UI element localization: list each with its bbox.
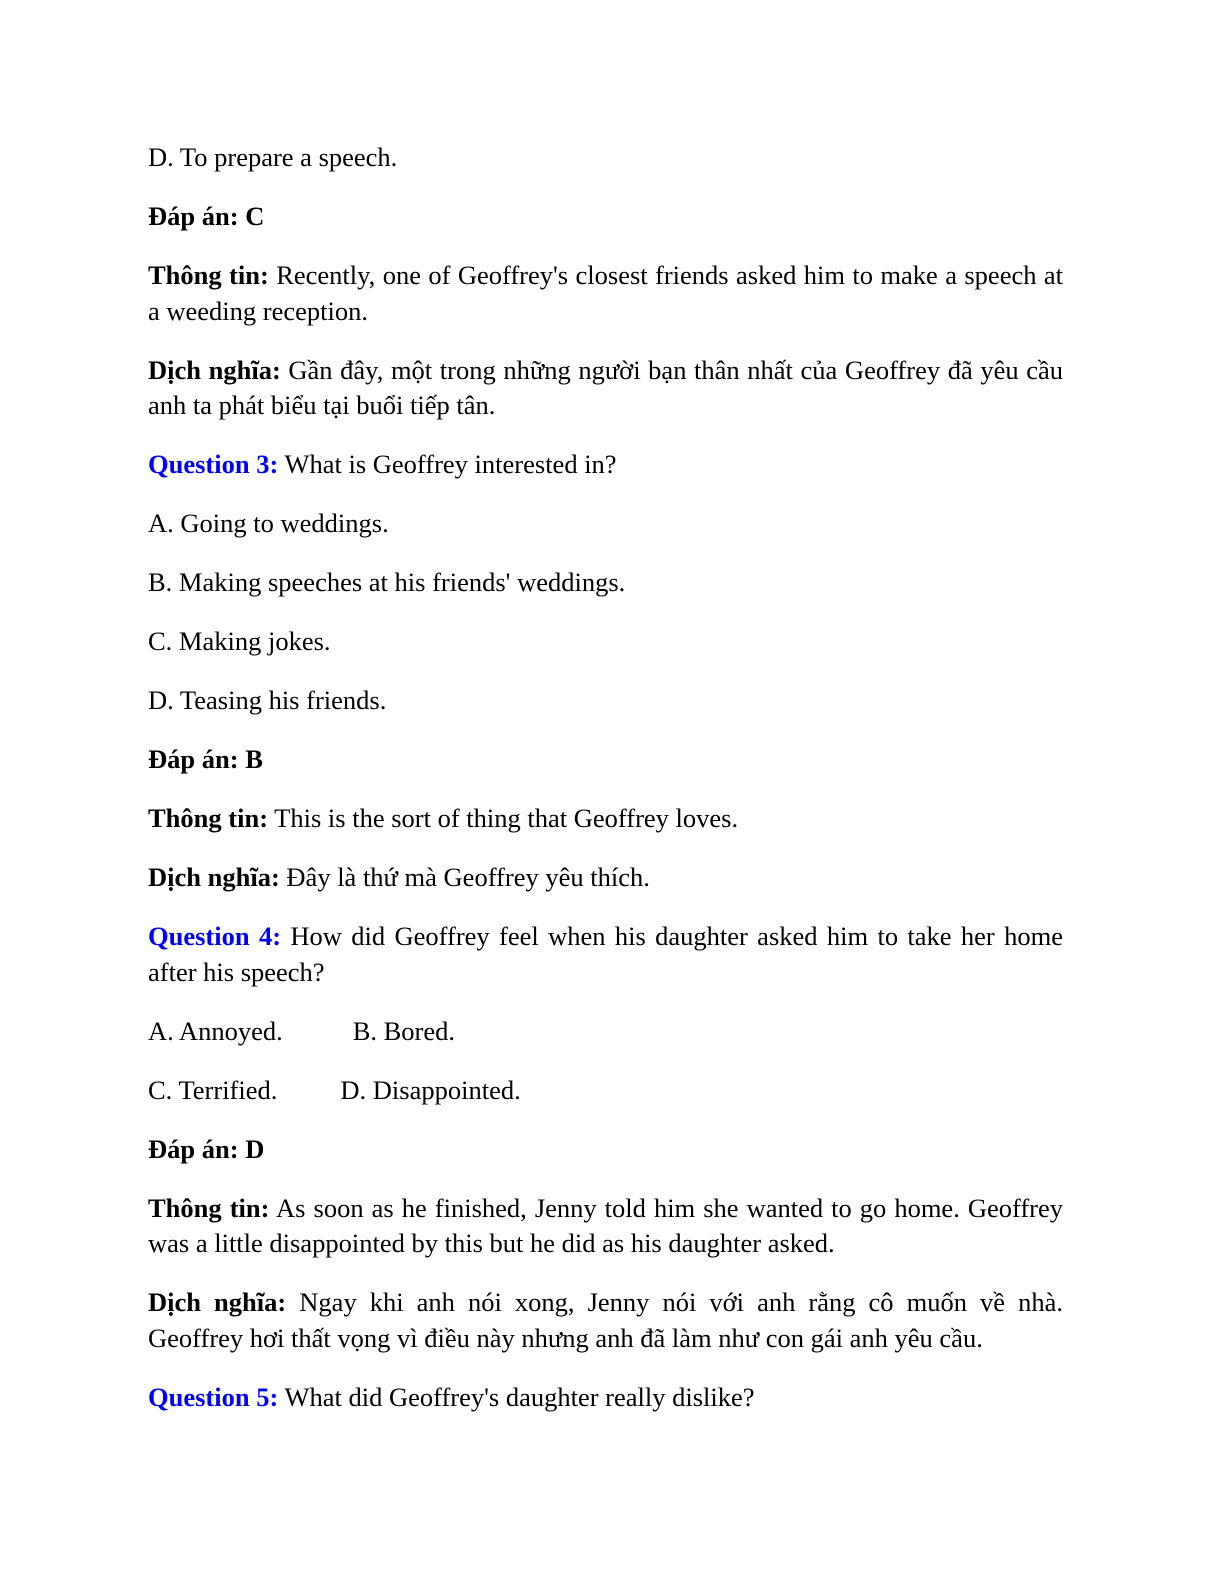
q2-translation xyxy=(148,353,1063,424)
question-3 xyxy=(148,447,1063,483)
q3-info-text: This is the sort of thing that Geoffrey loves. xyxy=(268,803,739,833)
q3-option-d: D. Teasing his friends. xyxy=(148,685,387,715)
q2-info-text: Recently, one of Geoffrey's closest friends asked him to make a speech at a weeding reception. xyxy=(148,260,1063,326)
document-page xyxy=(148,140,1063,1439)
q4-translation-label: Dịch nghĩa: xyxy=(148,1287,287,1317)
q4-options-row-2 xyxy=(148,1073,1063,1109)
q2-info xyxy=(148,258,1063,329)
q4-info-text: As soon as he finished, Jenny told him she wanted to go home. Geoffrey was a little disappointed by this but he did as his daughter asked. xyxy=(148,1192,1064,1258)
q4-option-b: B. Bored. xyxy=(352,1015,456,1046)
q4-option-a: A. Annoyed. xyxy=(148,1015,283,1046)
q4-answer: Đáp án: D xyxy=(148,1133,265,1164)
question-5-label: Question 5: xyxy=(148,1381,279,1412)
q3-info xyxy=(148,801,1063,837)
question-4-label: Question 4: xyxy=(148,921,282,951)
question-5 xyxy=(148,1380,1063,1416)
q3-translation xyxy=(148,860,1063,896)
q4-options-row-1 xyxy=(148,1014,1063,1050)
q3-translation-label: Dịch nghĩa: xyxy=(148,862,280,892)
q4-translation-text: Ngay khi anh nói xong, Jenny nói với anh rằng cô muốn về nhà. Geoffrey hơi thất vọng vì điều này nhưng anh đã làm như con gái anh yêu cầu. xyxy=(148,1287,1063,1353)
q4-info xyxy=(148,1191,1063,1262)
q3-option-c: C. Making jokes. xyxy=(148,626,331,656)
q2-translation-text: Gần đây, một trong những người bạn thân nhất của Geoffrey đã yêu cầu anh ta phát biểu tại buổi tiếp tân. xyxy=(148,354,1063,420)
q4-option-c: C. Terrified. xyxy=(148,1074,278,1105)
q3-info-label: Thông tin: xyxy=(148,803,269,833)
q4-translation xyxy=(148,1285,1063,1356)
q2-info-label: Thông tin: xyxy=(148,260,269,290)
q3-translation-text: Đây là thứ mà Geoffrey yêu thích. xyxy=(279,862,650,892)
q2-translation-label: Dịch nghĩa: xyxy=(148,354,281,385)
question-4-text: How did Geoffrey feel when his daughter asked him to take her home after his speech? xyxy=(148,921,1063,987)
q4-info-label: Thông tin: xyxy=(148,1192,270,1223)
q3-answer: Đáp án: B xyxy=(148,744,263,774)
question-4 xyxy=(148,919,1063,990)
question-3-text: What is Geoffrey interested in? xyxy=(278,449,617,479)
question-5-text: What did Geoffrey's daughter really dislike? xyxy=(278,1381,755,1412)
q2-answer: Đáp án: C xyxy=(148,201,265,231)
question-3-label: Question 3: xyxy=(148,449,279,479)
q4-option-d: D. Disappointed. xyxy=(340,1074,521,1105)
q3-option-a: A. Going to weddings. xyxy=(148,508,389,538)
q3-option-b: B. Making speeches at his friends' weddings. xyxy=(148,567,626,597)
q2-option-d: D. To prepare a speech. xyxy=(148,142,398,172)
